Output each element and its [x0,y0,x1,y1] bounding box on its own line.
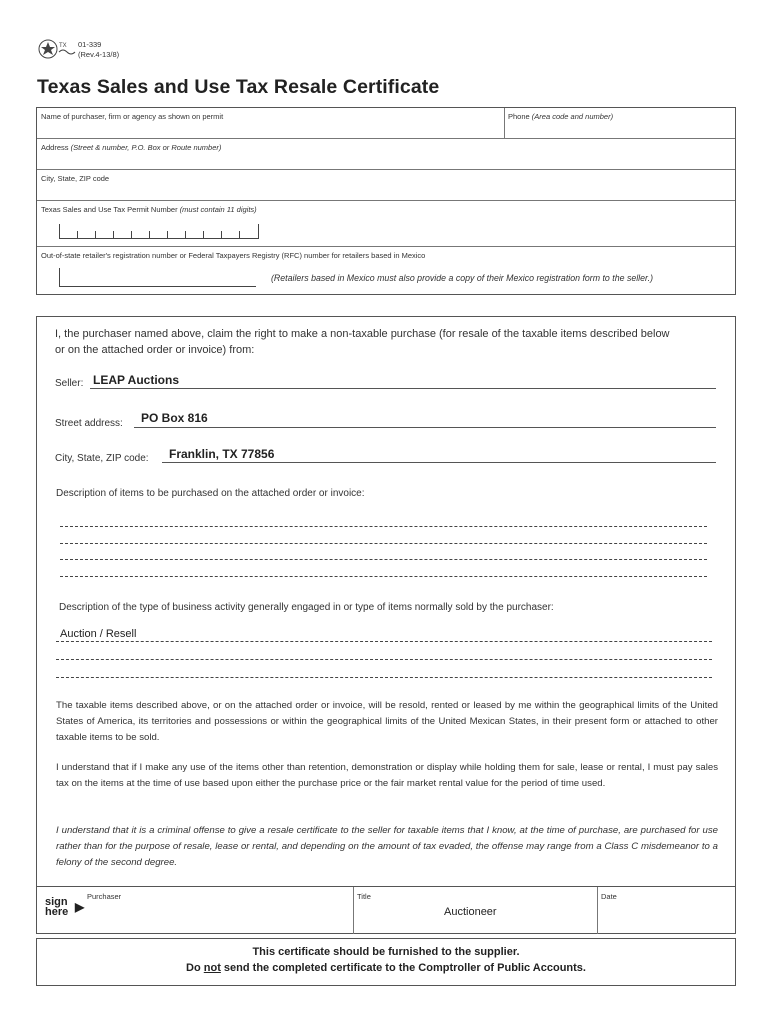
sign-here-icon: sign here ▶ [45,896,85,918]
row-divider [37,200,735,201]
items-description-line[interactable] [60,543,707,544]
digit-tick [95,231,96,238]
permit-number-label: Texas Sales and Use Tax Permit Number [41,205,178,214]
seller-line [90,388,716,389]
use-tax-statement: I understand that if I make any use of the items other than retention, demonstration or display while holding them for sale, lease or rental, I must pay sales tax on the items at the time of use based upon either the purchase price or the fair market rental value for the period of time used. [56,762,718,789]
purchaser-signature-field[interactable] [87,892,121,901]
business-description-line[interactable] [56,659,712,660]
form-revision: (Rev.4-13/8) [78,50,120,59]
footer-line-1: This certificate should be furnished to the supplier. [252,946,520,958]
date-divider [597,887,598,934]
digit-tick [258,224,259,238]
seller-label: Seller: [55,378,84,389]
permit-number-label-row [41,205,257,214]
street-address-value[interactable]: PO Box 816 [141,411,208,425]
row-divider [37,138,735,139]
business-description-line[interactable] [56,641,712,642]
address-label: Address [41,143,69,152]
permit-number-input[interactable] [59,226,259,239]
digit-tick [59,224,60,238]
business-description-line[interactable] [56,677,712,678]
digit-tick [149,231,150,238]
title-label: Title [357,892,371,901]
digit-tick [221,231,222,238]
resale-statement: The taxable items described above, or on the attached order or invoice, will be resold, rented or leased by me within the geographical limits of the United States of America, its territories and possessions or within the geographical limits of the United Mexican States, in their present form or attached to other taxable items to be sold. [56,700,718,743]
seller-city-label: City, State, ZIP code: [55,453,149,464]
footer-notice [36,938,736,986]
permit-number-hint: (must contain 11 digits) [179,205,257,214]
out-of-state-label: Out-of-state retailer's registration number or Federal Taxpayers Registry (RFC) number for retailers based in Mexico [41,251,426,260]
signature-row [37,886,735,934]
purchaser-signature-label: Purchaser [87,892,122,901]
arrow-right-icon: ▶ [75,900,85,914]
purchaser-name-label: Name of purchaser, firm or agency as shown on permit [41,112,224,121]
digit-tick [239,231,240,238]
digit-tick [167,231,168,238]
seller-city-value[interactable]: Franklin, TX 77856 [169,447,275,461]
city-state-zip-field[interactable] [41,174,109,183]
street-address-line [134,427,716,428]
seller-value[interactable]: LEAP Auctions [93,373,180,387]
business-description-value[interactable]: Auction / Resell [60,628,137,640]
row-divider [37,169,735,170]
rfc-number-input[interactable] [59,268,256,287]
title-value[interactable]: Auctioneer [444,906,497,918]
svg-text:TX: TX [59,43,67,49]
phone-divider [504,108,505,138]
digit-tick [77,231,78,238]
business-description-label: Description of the type of business activity generally engaged in or type of items normally sold by the purchaser: [59,602,554,613]
items-description-line[interactable] [60,559,707,560]
items-description-line[interactable] [60,576,707,577]
out-of-state-label-row [41,251,425,260]
digit-tick [113,231,114,238]
footer-line-2: Do not send the completed certificate to the Comptroller of Public Accounts. [186,962,586,974]
purchaser-info-box [36,107,736,295]
digit-tick [203,231,204,238]
form-number-block [78,40,119,60]
digit-tick [131,231,132,238]
mexico-note: (Retailers based in Mexico must also provide a copy of their Mexico registration form to the seller.) [271,273,654,283]
purchaser-name-field[interactable] [41,112,223,121]
date-field[interactable] [601,892,617,901]
items-description-label: Description of items to be purchased on the attached order or invoice: [56,488,365,499]
phone-hint: (Area code and number) [531,112,614,121]
address-field[interactable] [41,143,221,152]
digit-tick [185,231,186,238]
phone-label: Phone [508,112,530,121]
street-address-label: Street address: [55,418,123,429]
row-divider [37,246,735,247]
texas-seal-logo [37,38,77,60]
footer-not-emphasis: not [203,962,221,974]
claim-intro: I, the purchaser named above, claim the right to make a non-taxable purchase (for resale of the taxable items described below or on the attached order or invoice) from: [55,328,670,356]
city-state-zip-label: City, State, ZIP code [41,174,110,183]
address-hint: (Street & number, P.O. Box or Route number) [70,143,222,152]
date-label: Date [601,892,617,901]
title-divider [353,887,354,934]
items-description-line[interactable] [60,526,707,527]
seller-city-line [162,462,716,463]
criminal-offense-statement: I understand that it is a criminal offense to give a resale certificate to the seller for taxable items that I know, at the time of purchase, are purchased for use rather than for the purpose of resale, lease or rental, and depending on the amount of tax evaded, the offense may range from a Class C misdemeanor to a felony of the second degree. [56,825,718,868]
phone-field[interactable] [508,112,613,121]
form-number: 01-339 [78,40,102,49]
page-title: Texas Sales and Use Tax Resale Certificate [37,76,440,98]
